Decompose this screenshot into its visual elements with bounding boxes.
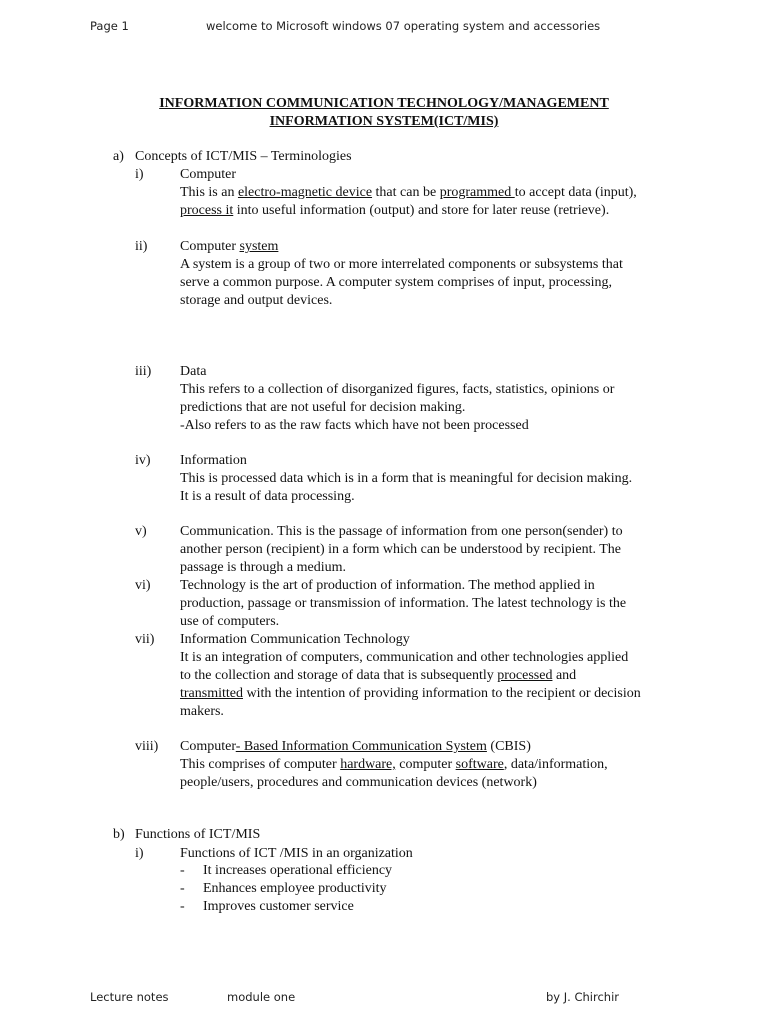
item-number: iii) [135,364,152,379]
text-run: computer [395,757,456,772]
item-line: Technology is the art of production of information. The method applied in [180,578,595,593]
underlined-term: process it [180,203,234,218]
text-run: (CBIS) [486,739,531,754]
item-number: viii) [135,739,159,754]
item-title: Data [180,364,207,379]
item-communication [180,523,623,577]
text-run: and [552,668,577,683]
item-ict [180,631,641,721]
text-run: Computer [180,239,240,254]
text-run: to the collection and storage of data that is subsequently [180,668,498,683]
functions-subheading: Functions of ICT /MIS in an organization [180,846,413,861]
section-b-marker: b) [113,827,125,842]
title-line-2: INFORMATION SYSTEM(ICT/MIS) [269,114,499,129]
item-number: v) [135,524,147,539]
item-number: vii) [135,632,155,647]
item-computer-system [180,238,623,310]
item-technology [180,577,626,631]
item-number: ii) [135,239,148,254]
bullet-item: Enhances employee productivity [203,881,387,896]
underlined-term: - Based Information Communication System [235,739,487,754]
page-number: Page 1 [90,19,129,33]
underlined-term: electro-magnetic device [237,185,373,200]
item-title: Computer [180,167,236,182]
item-information [180,452,632,506]
item-line: serve a common purpose. A computer system comprises of input, processing, [180,275,612,290]
item-line [180,685,641,703]
bullet-dash: - [180,863,185,878]
item-number: i) [135,846,144,861]
document-title [0,95,768,131]
item-line [180,202,637,220]
item-number: iv) [135,453,151,468]
bullet-dash: - [180,881,185,896]
bullet-item: It increases operational efficiency [203,863,393,878]
item-line: A system is a group of two or more interrelated components or subsystems that [180,257,623,272]
item-line: It is an integration of computers, communication and other technologies applied [180,650,629,665]
footer-middle: module one [227,990,296,1004]
item-line: people/users, procedures and communication devices (network) [180,775,537,790]
item-title: Information [180,453,247,468]
item-cbis [180,738,608,792]
item-line [180,667,641,685]
bullet-dash: - [180,899,185,914]
item-line: It is a result of data processing. [180,489,355,504]
underlined-term: system [239,239,279,254]
text-run: into useful information (output) and store for later reuse (retrieve). [233,203,610,218]
text-run: to accept data (input), [514,185,637,200]
running-header: welcome to Microsoft windows 07 operating system and accessories [206,19,601,33]
item-line: passage is through a medium. [180,560,347,575]
underlined-term: processed [497,668,553,683]
item-number: vi) [135,578,151,593]
section-a-heading: Concepts of ICT/MIS – Terminologies [135,149,352,164]
item-line: makers. [180,704,224,719]
item-line: Communication. This is the passage of information from one person(sender) to [180,524,623,539]
section-b-heading: Functions of ICT/MIS [135,827,261,842]
bullet-item: Improves customer service [203,899,354,914]
item-line: storage and output devices. [180,293,333,308]
item-line: -Also refers to as the raw facts which have not been processed [180,418,529,433]
item-number: i) [135,167,144,182]
item-line: production, passage or transmission of information. The latest technology is the [180,596,627,611]
underlined-term: programmed [439,185,515,200]
item-line [180,184,637,202]
item-line: another person (recipient) in a form which can be understood by recipient. The [180,542,621,557]
underlined-term: software [455,757,504,772]
footer-left: Lecture notes [90,990,169,1004]
text-run: Computer [180,739,236,754]
underlined-term: hardware, [340,757,396,772]
text-run: with the intention of providing information to the recipient or decision [243,686,641,701]
item-title [180,738,608,756]
title-line-1: INFORMATION COMMUNICATION TECHNOLOGY/MANAGEMENT [159,96,609,111]
underlined-term: transmitted [180,686,243,701]
item-line [180,756,608,774]
item-line: This is processed data which is in a form that is meaningful for decision making. [180,471,633,486]
section-a-marker: a) [113,149,124,164]
item-line: predictions that are not useful for decision making. [180,400,466,415]
footer-author: by J. Chirchir [546,990,619,1004]
item-data [180,363,614,435]
item-title [180,238,623,256]
item-computer [180,166,637,220]
text-run: This comprises of computer [180,757,341,772]
text-run: This is an [180,185,238,200]
item-line: This refers to a collection of disorganized figures, facts, statistics, opinions or [180,382,615,397]
text-run: , data/information, [503,757,608,772]
item-line: use of computers. [180,614,280,629]
text-run: that can be [372,185,440,200]
item-title: Information Communication Technology [180,632,410,647]
